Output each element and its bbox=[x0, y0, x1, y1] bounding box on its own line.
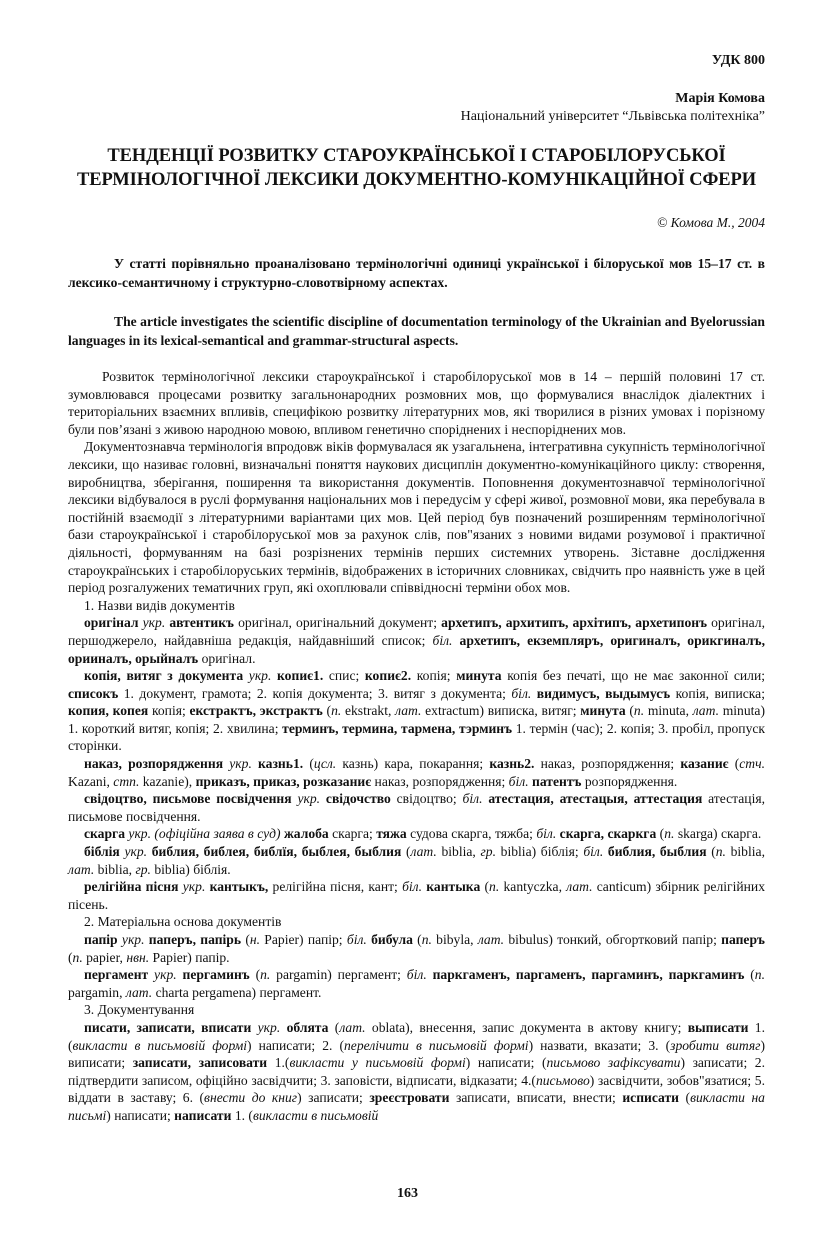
title-line-1: ТЕНДЕНЦІЇ РОЗВИТКУ СТАРОУКРАЇНСЬКОЇ І СТАРОБІЛОРУСЬКОЇ bbox=[107, 146, 726, 166]
term: видимусъ, выдымусъ bbox=[531, 685, 671, 701]
term-entry bbox=[68, 825, 765, 843]
lang-label: біл. bbox=[432, 632, 453, 648]
lang-label: лат. bbox=[566, 879, 593, 895]
lang-label: біл. bbox=[402, 879, 423, 895]
gloss: pargamin, bbox=[68, 984, 126, 1000]
gloss: bibyla, bbox=[431, 932, 478, 947]
term: выписати bbox=[687, 1019, 749, 1035]
gloss: ( bbox=[744, 967, 755, 983]
entry-head: писати, записати, вписати bbox=[84, 1019, 252, 1035]
gloss: наказ, розпорядження; bbox=[534, 756, 681, 772]
gloss: ( bbox=[401, 844, 411, 860]
term-entry bbox=[68, 614, 765, 667]
gloss: ( bbox=[625, 703, 634, 719]
title-line-2: ТЕРМІНОЛОГІЧНОЇ ЛЕКСИКИ ДОКУМЕНТНО-КОМУНІКАЦІЙНОЇ СФЕРИ bbox=[76, 170, 757, 190]
term: кантыка bbox=[422, 879, 481, 895]
gloss: biblia, bbox=[436, 844, 481, 860]
term: копиє1. bbox=[277, 668, 324, 684]
lang-label: лат. bbox=[395, 703, 422, 719]
gloss: ( bbox=[322, 703, 332, 719]
entry-head: оригінал bbox=[84, 615, 139, 631]
term-entry bbox=[68, 931, 765, 966]
copyright: © Комова М., 2004 bbox=[657, 215, 765, 230]
gloss: 1. ( bbox=[231, 1107, 253, 1123]
term: тяжа bbox=[376, 826, 407, 842]
entry-head: наказ, розпорядження bbox=[84, 756, 224, 772]
term-entry bbox=[68, 843, 765, 878]
article-page bbox=[68, 52, 765, 1125]
term: екстрактъ, экстрактъ bbox=[189, 703, 323, 719]
gloss: копія, виписка; bbox=[670, 685, 765, 701]
term: библия, библея, библїя, быблея, быблия bbox=[151, 844, 402, 860]
gloss: canticum) збірник релігійних пісень. bbox=[68, 879, 765, 912]
lang-label: цсл. bbox=[313, 756, 337, 772]
term: скарга, скаркга bbox=[556, 826, 657, 842]
gloss: ( bbox=[728, 756, 740, 772]
lang-label: укр. bbox=[297, 791, 321, 807]
lang-label: укр. bbox=[182, 879, 206, 895]
gloss: спис; bbox=[323, 668, 365, 684]
gloss: письмово bbox=[535, 1072, 590, 1088]
lang-label: гр. bbox=[135, 861, 151, 877]
lang-label: п. bbox=[633, 703, 645, 719]
lang-label: п. bbox=[72, 949, 83, 965]
term: копиє2. bbox=[364, 668, 412, 684]
lang-label: п. bbox=[664, 826, 675, 842]
gloss: biblia, bbox=[725, 844, 765, 860]
lang-label: п. bbox=[260, 967, 271, 983]
gloss: ) написати; ( bbox=[465, 1055, 547, 1071]
gloss: ( bbox=[68, 949, 73, 965]
lang-label: укр. bbox=[248, 668, 272, 684]
gloss: викласти на письмі bbox=[68, 1090, 765, 1123]
author-name: Марія Комова bbox=[675, 91, 765, 106]
gloss: kantyczka, bbox=[499, 879, 567, 895]
gloss: скарга; bbox=[328, 826, 377, 842]
gloss: Kazani, bbox=[68, 773, 114, 789]
entry-head: папір bbox=[84, 932, 118, 947]
lang-label: лат. bbox=[410, 844, 437, 860]
gloss: oblata), внесення, запис документа в актову книгу; bbox=[365, 1019, 688, 1035]
lang-label: лат. bbox=[339, 1019, 366, 1035]
article-title bbox=[68, 144, 765, 192]
gloss: свідоцтво; bbox=[390, 791, 463, 807]
gloss: 1. ( bbox=[68, 1019, 765, 1053]
term: паперъ, папірь bbox=[148, 932, 242, 947]
gloss: ) назвати, вказати; 3. ( bbox=[528, 1037, 671, 1053]
gloss: копія; bbox=[411, 668, 457, 684]
lang-label: п. bbox=[331, 703, 342, 719]
gloss: викласти в письмовій формі bbox=[72, 1037, 248, 1053]
lang-label: біл. bbox=[536, 826, 557, 842]
entry-head: релігійна пісня bbox=[84, 879, 179, 895]
lang-label: нвн. bbox=[126, 949, 150, 965]
gloss: ekstrakt, bbox=[341, 703, 396, 719]
gloss: ) виписати; bbox=[68, 1037, 765, 1071]
gloss: ) записати; 2. підтвердити записом, офіційно засвідчити; 3. заповісти, відписати, відказати; 4.( bbox=[68, 1055, 765, 1088]
lang-label: п. bbox=[489, 879, 500, 895]
lang-label: укр. bbox=[142, 615, 166, 631]
gloss: ( bbox=[706, 844, 716, 860]
lang-label: п. bbox=[421, 932, 432, 947]
section-heading: 1. Назви видів документів bbox=[84, 597, 235, 613]
gloss: судова скарга, тяжба; bbox=[406, 826, 537, 842]
lang-label: п. bbox=[715, 844, 726, 860]
page-number: 163 bbox=[397, 1186, 418, 1201]
entry-head: свідоцтво, письмове посвідчення bbox=[84, 791, 292, 807]
entry-head: копія, витяг з документа bbox=[84, 668, 244, 684]
gloss: оригінал, першоджерело, найдавніша редакція, найдавніший список; bbox=[68, 615, 765, 648]
gloss: 1. документ, грамота; 2. копія документа; 3. витяг з документа; bbox=[118, 685, 512, 701]
term: бибула bbox=[366, 932, 413, 947]
term: свідочство bbox=[325, 791, 391, 807]
term: зреєстровати bbox=[369, 1090, 450, 1106]
section-heading: 3. Документування bbox=[84, 1002, 195, 1018]
gloss: Papier) папір; bbox=[260, 932, 347, 947]
lang-label: лат. bbox=[68, 861, 95, 877]
term-entry bbox=[68, 667, 765, 755]
term: терминъ, термина, тармена, тэрминъ bbox=[282, 720, 513, 736]
lang-label: стп. bbox=[113, 773, 140, 789]
abstract-english: The article investigates the scientific discipline of documentation terminology of the Ukrainian and Byelorussian languages in its lexical-semantical and grammar-structural aspects. bbox=[68, 314, 765, 348]
term: копия, копея bbox=[68, 703, 149, 719]
author-affiliation: Національний університет “Львівська політехніка” bbox=[460, 109, 765, 124]
lang-label: стч. bbox=[739, 756, 765, 772]
gloss: minuta) 1. короткий витяг, копія; 2. хвилина; bbox=[68, 703, 765, 736]
lang-label: лат. bbox=[477, 932, 505, 947]
lang-label: укр. bbox=[124, 844, 148, 860]
gloss: ) написати; 2. ( bbox=[247, 1037, 344, 1053]
gloss: (офіційна заява в суд) bbox=[154, 826, 281, 842]
gloss: внести до книг bbox=[204, 1090, 298, 1106]
lang-label: укр. bbox=[128, 826, 151, 842]
entry-head: пергамент bbox=[84, 967, 149, 983]
paragraph: Розвиток термінологічної лексики староукраїнської і старобілоруської мов в 14 – першій половині 17 ст. зумовлювався процесами розвитку загальнонародних розмовних мов, що формувалися внаслідок діалектних і територіальних взаємних впливів, специфікою розвитку літературних мов, які творилися в різних умовах і порізному були пов’язані з живою народною мовою, впливом генетично споріднених і неспоріднених мов. bbox=[68, 369, 765, 437]
term: казаниє bbox=[680, 756, 729, 772]
lang-label: гр. bbox=[480, 844, 496, 860]
lang-label: біл. bbox=[511, 685, 532, 701]
term: приказъ, приказ, розказаниє bbox=[195, 773, 372, 789]
lang-label: лат. bbox=[125, 984, 153, 1000]
term-entry bbox=[68, 1019, 765, 1125]
term: кантыкъ, bbox=[209, 879, 269, 895]
term: паркгаменъ, паргаменъ, паргаминъ, паркгаминъ bbox=[426, 967, 745, 983]
gloss: biblia, bbox=[94, 861, 136, 877]
gloss: biblia) біблія; bbox=[495, 844, 584, 860]
term: атестация, атестацыя, аттестация bbox=[482, 791, 703, 807]
lang-label: біл. bbox=[462, 791, 483, 807]
term: библия, быблия bbox=[603, 844, 707, 860]
term: списокъ bbox=[68, 685, 119, 701]
term: записати, записовати bbox=[132, 1055, 268, 1071]
gloss: ( bbox=[249, 967, 261, 983]
term-entry bbox=[68, 966, 765, 1001]
gloss: minuta, bbox=[644, 703, 693, 719]
gloss: bibulus) тонкий, обгортковий папір; bbox=[504, 932, 722, 947]
gloss: ( bbox=[679, 1090, 691, 1106]
gloss: розпорядження. bbox=[581, 773, 678, 789]
term: паперъ bbox=[721, 932, 765, 947]
lang-label: укр. bbox=[154, 967, 177, 983]
lang-label: біл. bbox=[583, 844, 604, 860]
lang-label: біл. bbox=[406, 967, 427, 983]
udk-code: УДК 800 bbox=[711, 53, 765, 68]
gloss: extractum) виписка, витяг; bbox=[421, 703, 581, 719]
gloss: копія без печаті, що не має законної сили; bbox=[501, 668, 765, 684]
term: минута bbox=[580, 703, 626, 719]
gloss: ) записати; bbox=[297, 1090, 370, 1106]
gloss: ( bbox=[303, 756, 314, 772]
gloss: charta pergamena) пергамент. bbox=[152, 984, 322, 1000]
lang-label: укр. bbox=[229, 756, 252, 772]
term-entry bbox=[68, 878, 765, 913]
gloss: ( bbox=[480, 879, 490, 895]
lang-label: н. bbox=[249, 932, 261, 947]
term: архетипъ, екземпляръ, оригиналъ, орикгиналъ, орииналъ, орыйналъ bbox=[68, 632, 766, 666]
section-heading: 2. Матеріальна основа документів bbox=[84, 914, 282, 930]
gloss: зробити витяг bbox=[670, 1037, 761, 1053]
gloss: релігійна пісня, кант; bbox=[268, 879, 403, 895]
gloss: оригінал. bbox=[198, 650, 256, 666]
lang-label: біл. bbox=[508, 773, 529, 789]
gloss: викласти у письмовій формі bbox=[289, 1055, 466, 1071]
term: минута bbox=[456, 668, 502, 684]
gloss: papier, bbox=[82, 949, 127, 965]
lang-label: укр. bbox=[121, 932, 145, 947]
entry-head: біблія bbox=[84, 844, 120, 860]
gloss: ) написати; bbox=[106, 1107, 175, 1123]
term: жалоба bbox=[283, 826, 329, 842]
author-block bbox=[68, 90, 765, 126]
gloss: 1. термін (час); 2. копія; 3. пробіл, пропуск сторінки. bbox=[68, 720, 766, 754]
lang-label: біл. bbox=[346, 932, 367, 947]
term-entry bbox=[68, 755, 765, 790]
gloss: записати, вписати, внести; bbox=[449, 1090, 623, 1106]
gloss: kazanie), bbox=[139, 773, 196, 789]
gloss: письмово зафіксувати bbox=[546, 1055, 681, 1071]
gloss: skarga) скарга. bbox=[674, 826, 762, 842]
gloss: оригінал, оригінальний документ; bbox=[233, 615, 442, 631]
gloss: Papier) папір. bbox=[149, 949, 230, 965]
gloss: перелічити в письмовій формі bbox=[344, 1037, 529, 1053]
gloss: ) засвідчити, зобов"язатися; 5. віддати в заставу; 6. ( bbox=[68, 1072, 765, 1106]
gloss: ( bbox=[241, 932, 250, 947]
term: казнь2. bbox=[489, 756, 535, 772]
term: исписати bbox=[622, 1090, 680, 1106]
gloss: pargamin) пергамент; bbox=[270, 967, 407, 983]
entry-head: скарга bbox=[84, 826, 125, 842]
term-entry bbox=[68, 790, 765, 825]
gloss: казнь) кара, покарання; bbox=[336, 756, 490, 772]
term: облята bbox=[286, 1019, 329, 1035]
lang-label: лат. bbox=[692, 703, 719, 719]
term: патентъ bbox=[528, 773, 582, 789]
term: казнь1. bbox=[258, 756, 304, 772]
term: архетипъ, архитипъ, архітипъ, архетипонъ bbox=[441, 615, 708, 631]
lang-label: п. bbox=[754, 967, 765, 983]
gloss: 1.( bbox=[267, 1055, 290, 1071]
gloss: атестація, письмове посвідчення. bbox=[68, 791, 765, 824]
abstract-ukrainian: У статті порівняльно проаналізовано термінологічні одиниці української і білоруської мов 15–17 ст. в лексико-семантичному і структурно-словотвірному аспектах. bbox=[68, 256, 765, 290]
lang-label: укр. bbox=[257, 1019, 281, 1035]
gloss: biblia) біблія. bbox=[150, 861, 231, 877]
term: написати bbox=[174, 1107, 232, 1123]
gloss: викласти в письмовій bbox=[252, 1107, 379, 1123]
article-body bbox=[68, 368, 765, 1125]
term: автентикъ bbox=[169, 615, 234, 631]
gloss: наказ, розпорядження; bbox=[371, 773, 509, 789]
paragraph: Документознавча термінологія впродовж віків формувалася як узагальнена, інтегративна сукупність термінологічної лексики, що називає головні, визначальні поняття наукових дисциплін документно-комунікаційного циклу: створення, виробництва, зберігання, поширення та використання документів. Поповнення документознавчої термінологічної лексики відбувалося в руслі формування національних мов і передусім у сфері живої, розмовної мови, яка перебувала в постійній взаємодії з літературними варіантами цих мов. Цей період був позначений розширенням термінологічної бази староукраїнської і старобілоруської мов за рахунок слів, пов"язаних з новими видами розумової і практичної діяльності, формуванням на базі розрізнених термінів перших системних утворень. Зіставне дослідження староукраїнських і старобілоруських термінів, відображених в історичних словниках, свідчить про наявність уже в цей період розгалужених тематичних груп, які охоплювали співвідносні терміни обох мов. bbox=[68, 439, 765, 596]
gloss: ( bbox=[656, 826, 665, 842]
gloss: ( bbox=[328, 1019, 340, 1035]
gloss: ( bbox=[412, 932, 422, 947]
term: пергаминъ bbox=[182, 967, 250, 983]
gloss: копія; bbox=[148, 703, 190, 719]
